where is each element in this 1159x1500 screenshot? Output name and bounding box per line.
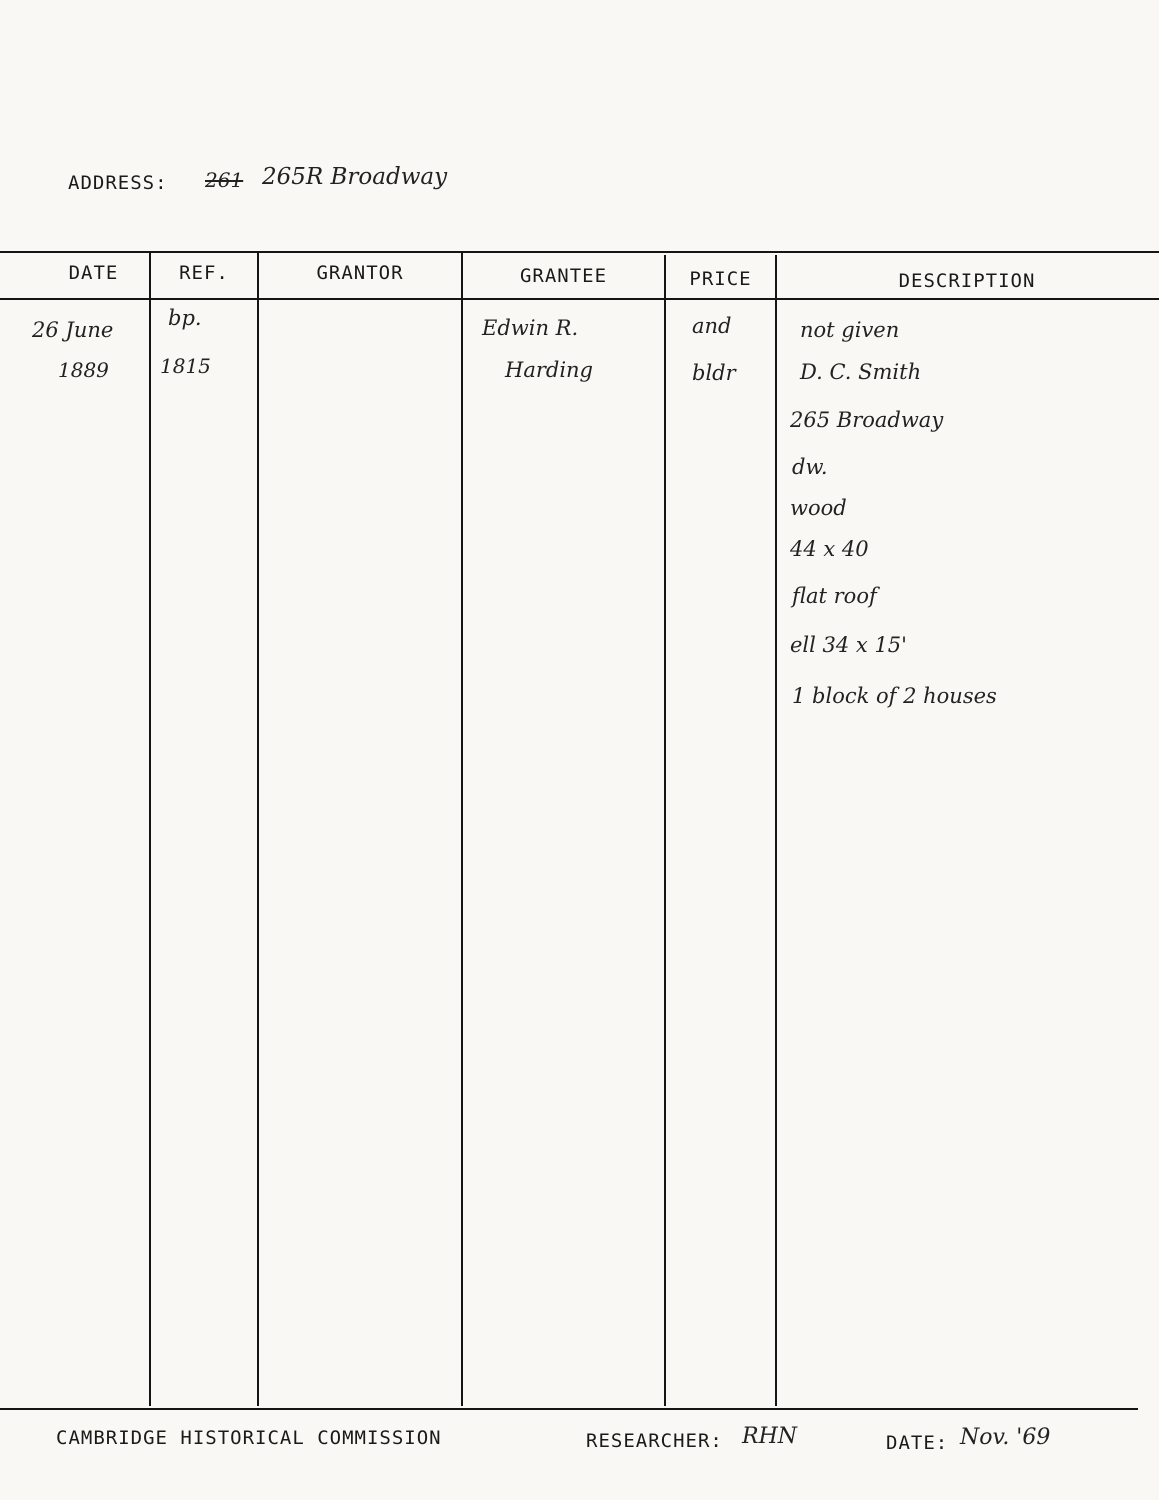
entry-ref-line: 1815 xyxy=(160,354,211,378)
entry-grantee-line: Harding xyxy=(505,358,593,382)
entry-price-line: bldr xyxy=(692,361,736,385)
table-top-rule xyxy=(0,251,1159,253)
header-grantee: GRANTEE xyxy=(519,265,608,287)
header-grantor: GRANTOR xyxy=(316,262,404,284)
footer-date-value: Nov. '69 xyxy=(960,1425,1051,1450)
address-label: ADDRESS: xyxy=(68,172,168,194)
header-bottom-rule xyxy=(0,298,1159,300)
entry-date-line: 1889 xyxy=(58,358,109,382)
header-date: DATE xyxy=(68,262,119,284)
entry-description-line: 1 block of 2 houses xyxy=(792,684,997,708)
address-struck-value: 261 xyxy=(205,168,244,192)
entry-description-line: ell 34 x 15' xyxy=(790,633,907,657)
column-divider xyxy=(461,253,463,1406)
entry-date-line: 26 June xyxy=(32,318,114,342)
header-description: DESCRIPTION xyxy=(898,270,1036,292)
entry-description-line: 265 Broadway xyxy=(790,408,944,432)
column-divider xyxy=(664,255,666,1406)
entry-description-line: D. C. Smith xyxy=(800,360,922,384)
header-ref: REF. xyxy=(179,262,229,284)
entry-description-line: flat roof xyxy=(792,584,877,608)
entry-ref-line: bp. xyxy=(168,306,202,330)
column-divider xyxy=(775,255,777,1406)
entry-description-line: dw. xyxy=(792,455,828,479)
address-value: 265R Broadway xyxy=(262,164,448,190)
column-divider xyxy=(149,253,151,1406)
header-price: PRICE xyxy=(689,268,752,290)
entry-description-line: 44 x 40 xyxy=(790,537,869,561)
footer-date-label: DATE: xyxy=(886,1432,949,1454)
researcher-value: RHN xyxy=(742,1424,797,1449)
table-bottom-rule xyxy=(0,1408,1138,1410)
entry-price-line: and xyxy=(692,314,732,338)
entry-description-line: wood xyxy=(790,496,847,520)
column-divider xyxy=(257,253,259,1406)
researcher-label: RESEARCHER: xyxy=(586,1430,723,1452)
entry-description-line: not given xyxy=(800,318,900,342)
commission-name: CAMBRIDGE HISTORICAL COMMISSION xyxy=(56,1427,442,1449)
entry-grantee-line: Edwin R. xyxy=(482,316,579,340)
